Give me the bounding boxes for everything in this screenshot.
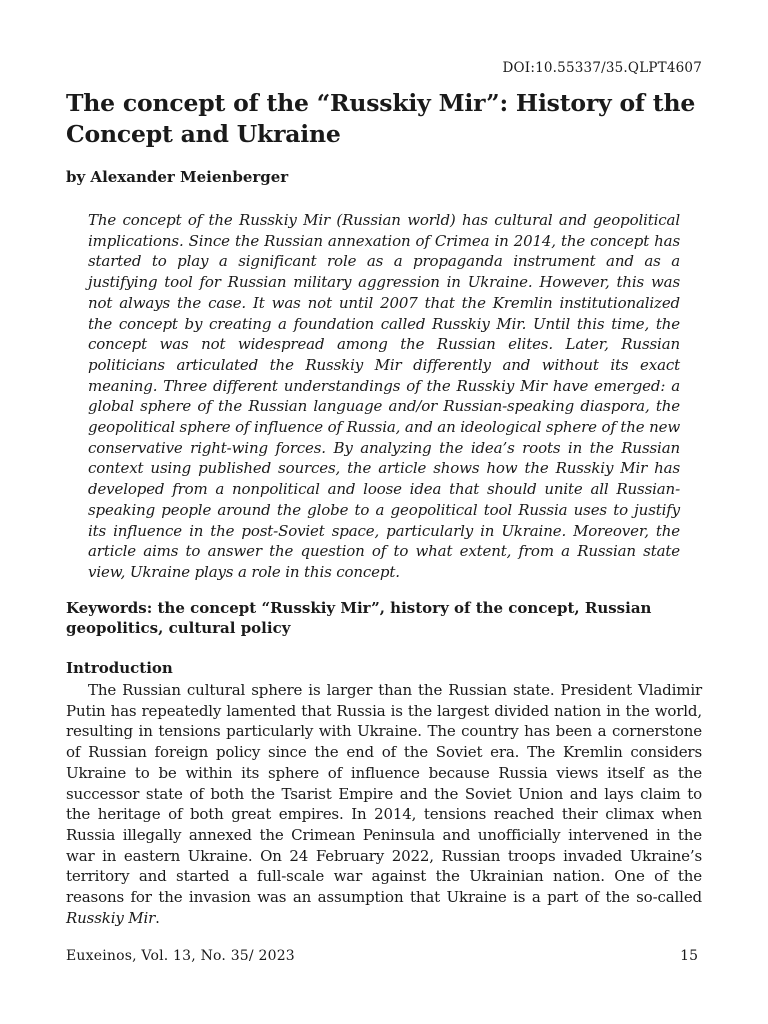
section-heading-introduction: Introduction	[66, 659, 173, 677]
introduction-italic-term: Russkiy Mir	[66, 908, 156, 927]
author-byline: by Alexander Meienberger	[66, 168, 289, 186]
footer-journal-citation: Euxeinos, Vol. 13, No. 35/ 2023	[66, 948, 295, 964]
introduction-paragraph	[66, 680, 702, 928]
page-number: 15	[680, 948, 698, 964]
keywords-line: Keywords: the concept “Russkiy Mir”, history of the concept, Russian geopolitics, cultural policy	[66, 599, 652, 637]
introduction-text: The Russian cultural sphere is larger than the Russian state. President Vladimir Putin has repeatedly lamented that Russia is the largest divided nation in the world, resulting in tensions particularly with Ukraine. The country has been a cornerstone of Russian foreign policy since the end of the Soviet era. The Kremlin considers Ukraine to be within its sphere of influence because Russia views itself as the successor state of both the Tsarist Empire and the Soviet Union and lays claim to the heritage of both great empires. In 2014, tensions reached their climax when Russia illegally annexed the Crimean Peninsula and unofficially intervened in the war in eastern Ukraine. On 24 February 2022, Russian troops invaded Ukraine’s territory and started a full-scale war against the Ukrainian nation. One of the reasons for the invasion was an assumption that Ukraine is a part of the so-called	[66, 681, 702, 907]
doi-label: DOI:10.55337/35.QLPT4607	[502, 60, 702, 76]
introduction-end-punctuation: .	[155, 908, 160, 927]
abstract-paragraph: The concept of the Russkiy Mir (Russian world) has cultural and geopolitical implications. Since the Russian annexation of Crimea in 2014, the concept has started to play a significant role as a propaganda instrument and as a justifying tool for Russian military aggression in Ukraine. However, this was not always the case. It was not until 2007 that the Kremlin institutionalized the concept by creating a foundation called Russkiy Mir. Until this time, the concept was not widespread among the Russian elites. Later, Russian politicians articulated the Russkiy Mir differently and without its exact meaning. Three different understandings of the Russkiy Mir have emerged: a global sphere of the Russian language and/or Russian-speaking diaspora, the geopolitical sphere of influence of Russia, and an ideological sphere of the new conservative right-wing forces. By analyzing the idea’s roots in the Russian context using published sources, the article shows how the Russkiy Mir has developed from a nonpolitical and loose idea that should unite all Russian-speaking people around the globe to a geopolitical tool Russia uses to justify its influence in the post-Soviet space, particularly in Ukraine. Moreover, the article aims to answer the question of to what extent, from a Russian state view, Ukraine plays a role in this concept.	[88, 211, 681, 581]
article-title: The concept of the “Russkiy Mir”: History of the Concept and Ukraine	[66, 89, 696, 148]
